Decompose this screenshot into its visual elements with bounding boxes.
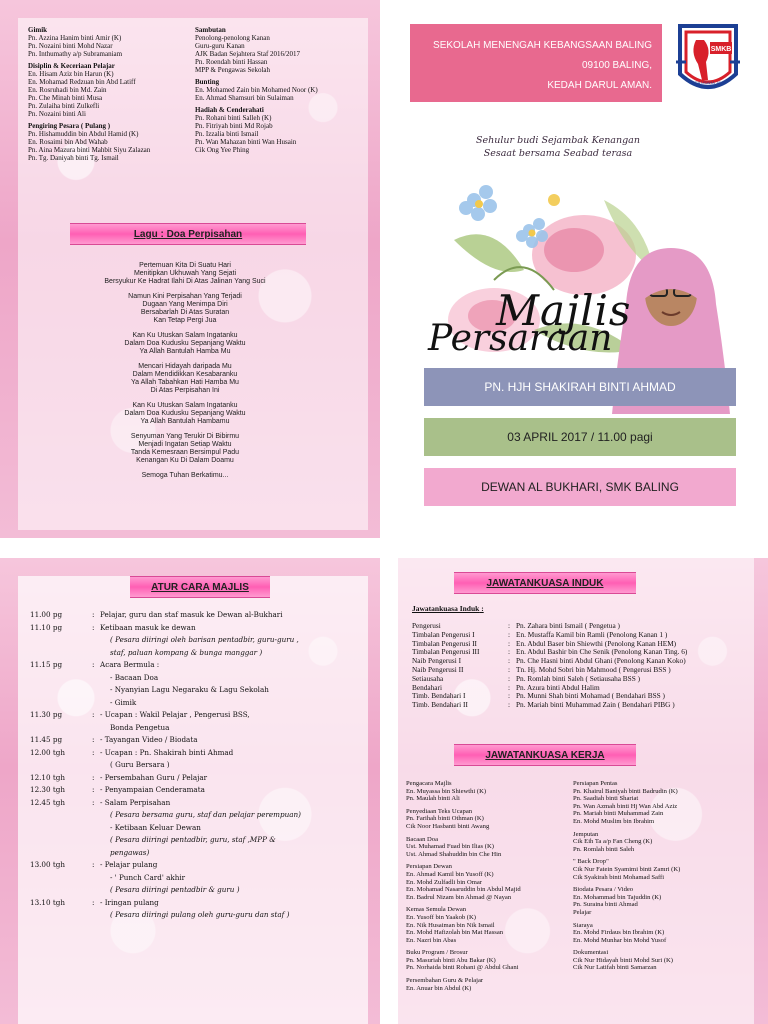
programme-row: [30, 748, 370, 761]
programme-item: ( Guru Bersara ): [110, 760, 170, 769]
committee-member: Pn. Romlah binti Saleh: [573, 845, 635, 853]
committee-heading: Bunting: [195, 78, 220, 86]
induk-committee-list: [412, 622, 752, 710]
committee-member: Cik Eih Ta a/p Fan Cheng (K): [573, 838, 653, 846]
induk-name: Pn. Romlah binti Saleh ( Setiausaha BSS ): [516, 673, 641, 683]
programme-item: Acara Bermula :: [100, 660, 160, 669]
committee-member: Pn. Norhaida binti Rohani @ Abdul Ghani: [406, 964, 519, 972]
song-line: Ya Allah Bantulah Hambamu: [140, 418, 230, 425]
committee-columns: [28, 26, 363, 206]
programme-item: - Pelajar pulang: [100, 860, 158, 869]
committee-heading: Gimik: [28, 26, 48, 34]
committee-member: En. Mohd Muslim bin Ibrahim: [573, 817, 655, 825]
committee-heading: Buku Program / Brosur: [406, 949, 468, 957]
committee-member: Pn. Inthumathy a/p Subramaniam: [28, 50, 123, 58]
programme-item: - Persembahan Guru / Pelajar: [100, 772, 208, 782]
programme-colon: :: [92, 660, 95, 669]
song-line: Kan Ku Utuskan Salam Ingatanku: [132, 332, 238, 339]
programme-time: 12.10 tgh: [30, 772, 65, 782]
committee-member: En. Rosruhadi bin Md. Zain: [28, 86, 107, 94]
programme-row: [30, 635, 370, 648]
script-line: Sesaat bersama Seabad terasa: [483, 148, 633, 159]
committee-member: AJK Badan Sejahtera Staf 2016/2017: [195, 50, 300, 58]
committee-col-left: [28, 26, 150, 162]
song-lyrics: [40, 262, 330, 487]
programme-colon: :: [92, 797, 95, 807]
committee-panel: [398, 558, 768, 1024]
song-stanza: [40, 293, 330, 325]
induk-row: [412, 701, 752, 710]
song-line: Kan Tetap Pergi Jua: [153, 317, 217, 324]
committee-member: Ust. Ahmad Shahuddin bin Che Hin: [406, 850, 502, 858]
song-stanza: [40, 433, 330, 465]
committee-member: MPP & Pengawas Sekolah: [195, 66, 270, 74]
committee-member: Ust. Muhamad Fuad bin Ilias (K): [406, 843, 494, 851]
committee-member: Pn. Suraina binti Ahmad: [573, 901, 638, 909]
programme-row: [30, 610, 370, 623]
committee-member: En. Ahmad Shamsuri bin Sulaiman: [195, 94, 294, 102]
induk-title-bar: [454, 572, 636, 594]
programme-row: [30, 823, 370, 836]
cover-script-lines: [438, 134, 678, 160]
induk-name: En. Mustaffa Kamil bin Ramli (Penolong Kanan 1 ): [516, 629, 668, 639]
song-stanza: [40, 402, 330, 426]
programme-row: [30, 848, 370, 861]
induk-colon: :: [508, 621, 511, 630]
committee-heading: Siaraya: [573, 921, 593, 929]
kerja-col-left: [406, 780, 521, 992]
programme-item: - Iringan pulang: [100, 897, 159, 907]
school-line: SEKOLAH MENENGAH KEBANGSAAN BALING: [433, 40, 652, 51]
programme-row: [30, 898, 370, 911]
programme-item: - Ketibaan Keluar Dewan: [110, 822, 201, 832]
kerja-title-bar: [454, 744, 636, 766]
song-line: Namun Kini Perpisahan Yang Terjadi: [128, 293, 242, 300]
song-line: Menitipkan Ukhuwah Yang Sejati: [133, 270, 237, 277]
committee-member: Pn. Roendah binti Hassan: [195, 58, 268, 66]
induk-role: Setiausaha: [412, 673, 444, 683]
committee-member: Penolong-penolong Kanan: [195, 34, 270, 42]
kerja-col-right: [573, 780, 680, 972]
programme-row: [30, 798, 370, 811]
song-line: Bersyukur Ke Hadrat Ilahi Di Atas Jalinan Yang Suci: [104, 278, 266, 285]
song-line: Dalam Doa Kudusku Sepanjang Waktu: [124, 340, 246, 347]
committee-member: En. Badrul Nizam bin Ahmad @ Nayan: [406, 893, 512, 901]
induk-colon: :: [508, 682, 511, 692]
committee-col-right: [195, 26, 318, 154]
committee-member: Pn. Masuriah binti Abu Bakar (K): [406, 956, 496, 964]
induk-role: Timbalan Pengerusi I: [412, 629, 475, 639]
programme-panel: [0, 558, 380, 1024]
committee-member: Cik Nur Fatein Syamimi binti Zamri (K): [573, 865, 681, 873]
induk-role: Timbalan Pengerusi III: [412, 647, 480, 657]
programme-item: ( Pesara diiringi oleh barisan pentadbir, guru-guru ,: [110, 635, 299, 644]
song-line: Menjadi Ingatan Setiap Waktu: [138, 441, 232, 448]
committee-member: En. Mohd Munhar bin Mohd Yusof: [573, 936, 667, 944]
programme-row: [30, 648, 370, 661]
induk-name: En. Abdul Bashir bin Che Senik (Penolong Kanan Ting. 6): [516, 647, 688, 657]
induk-colon: :: [508, 656, 511, 666]
committee-member: En. Mohd Hafizolah bin Mat Hassan: [406, 929, 504, 937]
programme-item: staf, paluan kompang & bunga manggar ): [110, 647, 263, 657]
committee-member: Pn. Wan Mahazan binti Wan Husain: [195, 138, 297, 146]
programme-row: [30, 760, 370, 773]
induk-colon: :: [508, 673, 511, 683]
committee-member: Pn. Farihah binti Othman (K): [406, 815, 484, 823]
programme-time: 11.45 pg: [30, 735, 63, 744]
committee-member: Pn. Nozaini binti Mohd Nazar: [28, 42, 113, 50]
programme-row: [30, 785, 370, 798]
programme-colon: :: [92, 860, 95, 869]
song-line: Mencari Hidayah daripada Mu: [138, 363, 232, 370]
committee-member: Pn. Wan Azmah binti Hj Wan Abd Aziz: [573, 802, 678, 810]
song-title-bar: [70, 223, 306, 245]
programme-time: 13.10 tgh: [30, 897, 65, 907]
school-line: KEDAH DARUL AMAN.: [547, 80, 652, 91]
committee-heading: Kemas Semula Dewan: [406, 906, 467, 914]
committee-heading: Persiapan Dewan: [406, 863, 452, 871]
committee-member: Pn. Maulah binti Ali: [406, 795, 460, 803]
committee-member: Cik Noor Hasbanti binti Awang: [406, 822, 490, 830]
programme-item: - ' Punch Card' akhir: [110, 872, 186, 882]
committee-member: En. Mohammad bin Tajuddin (K): [573, 893, 662, 901]
programme-item: - Salam Perpisahan: [100, 797, 171, 807]
committee-member: Pn. Azzina Hanim binti Amir (K): [28, 34, 122, 42]
induk-colon: :: [508, 691, 511, 701]
programme-time: 11.10 pg: [30, 622, 63, 632]
induk-name: Pn. Zahara binti Ismail ( Pengetua ): [516, 621, 620, 630]
induk-colon: :: [508, 629, 511, 639]
committee-heading: Disiplin & Keceriaan Pelajar: [28, 62, 115, 70]
committee-member: En. Yusoff bin Yaakob (K): [406, 913, 476, 921]
programme-item: Pelajar, guru dan staf masuk ke Dewan al-Bukhari: [100, 610, 283, 619]
song-stanza: [40, 332, 330, 356]
programme-item: - Bacaan Doa: [110, 672, 159, 682]
committee-member: En. Nik Husaiman bin Nik Ismail: [406, 921, 495, 929]
programme-schedule: [30, 610, 370, 923]
programme-item: ( Pesara diiringi pulang oleh guru-guru dan staf ): [110, 910, 290, 919]
programme-row: [30, 910, 370, 923]
logo-motto: DIRA USAHA JAYA: [690, 80, 726, 85]
programme-row: [30, 835, 370, 848]
programme-item: ( Pesara bersama guru, staf dan pelajar perempuan): [110, 810, 301, 819]
committee-member: Pn. Hishamuddin bin Abdul Hamid (K): [28, 130, 139, 138]
committee-member: Pn. Aina Mazura binti Mahbit Siyu Zalazan: [28, 146, 151, 154]
committee-member: En. Nazri bin Abas: [406, 936, 457, 944]
song-stanza: [40, 262, 330, 286]
induk-colon: :: [508, 664, 511, 674]
committee-member: Cik Ong Yee Phing: [195, 146, 250, 154]
song-line: Kan Ku Utuskan Salam Ingatanku: [132, 402, 238, 409]
retiree-name-band: PN. HJH SHAKIRAH BINTI AHMAD: [424, 368, 736, 406]
programme-item: ( Pesara diiringi pentadbir, guru, staf ,MPP &: [110, 835, 276, 844]
committee-member: Cik Nur Hidayah binti Mohd Suri (K): [573, 956, 673, 964]
programme-item: pengawas): [110, 847, 150, 857]
programme-colon: :: [92, 747, 95, 757]
programme-colon: :: [92, 785, 95, 794]
programme-colon: :: [92, 897, 95, 907]
programme-item: - Ucapan : Wakil Pelajar , Pengerusi BSS,: [100, 710, 250, 719]
committee-heading: Jemputan: [573, 830, 599, 838]
induk-name: Pn. Azura binti Abdul Halim: [516, 682, 600, 692]
induk-name: Pn. Che Hasni binti Abdul Ghani (Penolong Kanan Koko): [516, 656, 686, 666]
committee-member: En. Anuar bin Abdul (K): [406, 984, 472, 992]
programme-row: [30, 660, 370, 673]
persaraan-heading: Persaraan: [428, 318, 613, 359]
committee-member: En. Mohamed Zain bin Mohamed Noor (K): [195, 86, 318, 94]
committee-member: En. Muyassa bin Shiewthi (K): [406, 787, 487, 795]
programme-item: Bonda Pengetua: [110, 722, 170, 732]
school-address-box: [410, 24, 662, 102]
song-stanza: [40, 363, 330, 395]
committee-heading: Penyediaan Teks Ucapan: [406, 807, 473, 815]
date-band: 03 APRIL 2017 / 11.00 pagi: [424, 418, 736, 456]
committee-heading: Bacaan Doa: [406, 835, 439, 843]
programme-item: - Ucapan : Pn. Shakirah binti Ahmad: [100, 747, 234, 757]
kerja-title: JAWATANKUASA KERJA: [485, 750, 605, 761]
programme-colon: :: [92, 735, 95, 744]
song-line: Tanda Kemesraan Bersimpul Padu: [130, 449, 240, 456]
committee-member: Cik Syakirah binti Mohamad Saffi: [573, 873, 665, 881]
committee-member: Pn. Nozaini binti Ali: [28, 110, 86, 118]
induk-role: Timbalan Pengerusi II: [412, 638, 477, 648]
committee-member: Pn. Che Minah binti Musa: [28, 94, 103, 102]
song-line: Ya Allah Bantulah Hamba Mu: [139, 348, 231, 355]
induk-colon: :: [508, 700, 511, 710]
programme-row: [30, 773, 370, 786]
programme-row: [30, 623, 370, 636]
induk-name: Pn. Mariah binti Muhammad Zain ( Bendahari PIBG ): [516, 700, 675, 710]
programme-colon: :: [92, 772, 95, 782]
song-stanza: [40, 472, 330, 480]
induk-role: Pengerusi: [412, 621, 441, 630]
programme-row: [30, 673, 370, 686]
committee-heading: Persiapan Pentas: [573, 780, 618, 787]
programme-item: - Gimik: [110, 697, 137, 707]
programme-row: [30, 710, 370, 723]
committee-song-panel: [0, 0, 380, 538]
committee-member: Pn. Saadiah binti Shariat: [573, 795, 639, 803]
programme-row: [30, 735, 370, 748]
programme-row: [30, 873, 370, 886]
induk-colon: :: [508, 647, 511, 657]
committee-member: Pn. Fitriyah binti Md Rojab: [195, 122, 273, 130]
programme-title-bar: [130, 576, 270, 598]
induk-role: Timb. Bendahari I: [412, 691, 466, 701]
induk-title: JAWATANKUASA INDUK: [486, 578, 604, 589]
committee-member: Pn. Tg. Daniyah binti Tg. Ismail: [28, 154, 119, 162]
committee-heading: " Back Drop": [573, 858, 609, 866]
programme-row: [30, 810, 370, 823]
committee-member: En. Mohd Zulfadli bin Omar: [406, 878, 482, 886]
song-line: Dalam Doa Kudusku Sepanjang Waktu: [124, 410, 246, 417]
induk-colon: :: [508, 638, 511, 648]
song-line: Ya Allah Tabahkan Hati Hamba Mu: [131, 379, 239, 386]
programme-item: - Nyanyian Lagu Negaraku & Lagu Sekolah: [110, 685, 269, 694]
programme-row: [30, 860, 370, 873]
programme-colon: :: [92, 710, 95, 719]
song-line: Dalam Mendidikkan Kesabaranku: [132, 371, 238, 378]
induk-subtitle: Jawatankuasa Induk :: [412, 604, 484, 613]
induk-role: Bendahari: [412, 682, 442, 692]
programme-item: - Tayangan Video / Biodata: [100, 735, 198, 744]
programme-item: Ketibaan masuk ke dewan: [100, 622, 196, 632]
committee-member: Pn. Khairul Baniyah binti Badrudin (K): [573, 787, 678, 795]
committee-member: En. Mohamad Nasaruddin bin Abdul Majid: [406, 886, 521, 894]
song-line: Kenangan Ku Di Dalam Doamu: [136, 457, 234, 464]
induk-role: Timb. Bendahari II: [412, 700, 468, 710]
committee-member: Pn. Izzalia binti Ismail: [195, 130, 259, 138]
induk-name: Tn. Hj. Mohd Sobri bin Mahmood ( Pengerusi BSS ): [516, 664, 671, 674]
induk-name: En. Abdul Baser bin Shiewthi (Penolong Kanan HEM): [516, 638, 677, 648]
programme-time: 11.00 pg: [30, 610, 63, 619]
committee-member: En. Rosaimi bin Abd Wahab: [28, 138, 108, 146]
programme-time: 12.00 tgh: [30, 747, 65, 757]
school-logo: [676, 22, 740, 102]
song-line: Semoga Tuhan Berkatimu...: [141, 472, 229, 479]
committee-heading: Biodata Pesara / Video: [573, 886, 634, 894]
logo-text: SMKB: [710, 46, 732, 53]
song-line: Di Atas Perpisahan Ini: [150, 387, 220, 394]
committee-member: Cik Nur Latifah binti Samarzan: [573, 964, 657, 972]
programme-row: [30, 885, 370, 898]
script-line: Sehulur budi Sejambak Kenangan: [476, 135, 640, 146]
song-line: Pertemuan Kita Di Suatu Hari: [139, 262, 231, 269]
majlis-heading: Majlis: [496, 286, 632, 335]
committee-member: Pelajar: [573, 908, 592, 916]
programme-time: 11.30 pg: [30, 710, 63, 719]
song-line: Bersabarlah Di Atas Suratan: [140, 309, 230, 316]
committee-heading: Persembahan Guru & Pelajar: [406, 977, 484, 985]
programme-time: 12.30 tgh: [30, 785, 65, 794]
song-line: Senyuman Yang Terukir Di Bibirmu: [130, 433, 240, 440]
programme-time: 11.15 pg: [30, 660, 63, 669]
programme-row: [30, 685, 370, 698]
committee-member: En. Ahmad Kamil bin Yusoff (K): [406, 870, 494, 878]
committee-member: En. Mohd Firdaus bin Ibrahim (K): [573, 929, 665, 937]
cover-panel: [398, 0, 768, 538]
committee-heading: Pengiring Pesara ( Pulang ): [28, 122, 111, 130]
school-line: 09100 BALING,: [581, 60, 652, 71]
programme-item: ( Pesara diiringi pentadbir & guru ): [110, 885, 240, 894]
induk-name: Pn. Munni Shah binti Mohamad ( Bendahari BSS ): [516, 691, 665, 701]
committee-member: Pn. Zulaiha binti Zulkefli: [28, 102, 100, 110]
programme-row: [30, 723, 370, 736]
programme-time: 12.45 tgh: [30, 797, 65, 807]
committee-heading: Pengacara Majlis: [406, 780, 452, 787]
programme-title: ATUR CARA MAJLIS: [151, 582, 249, 593]
programme-row: [30, 698, 370, 711]
committee-heading: Sambutan: [195, 26, 226, 34]
venue-band: DEWAN AL BUKHARI, SMK BALING: [424, 468, 736, 506]
programme-time: 13.00 tgh: [30, 860, 65, 869]
committee-member: En. Mohamad Redzuan bin Abd Latiff: [28, 78, 136, 86]
programme-item: - Penyampaian Cenderamata: [100, 785, 205, 794]
programme-colon: :: [92, 610, 95, 619]
induk-role: Naib Pengerusi I: [412, 656, 462, 666]
programme-colon: :: [92, 622, 95, 632]
committee-heading: Dokumentasi: [573, 949, 609, 957]
committee-member: Guru-guru Kanan: [195, 42, 245, 50]
committee-member: Pn. Mariah binti Muhammad Zain: [573, 810, 664, 818]
induk-role: Naib Pengerusi II: [412, 664, 464, 674]
committee-member: En. Hisam Aziz bin Harun (K): [28, 70, 114, 78]
song-line: Dugaan Yang Menimpa Diri: [142, 301, 228, 308]
committee-heading: Hadiah & Cenderahati: [195, 106, 264, 114]
committee-member: Pn. Rohani binti Salleh (K): [195, 114, 272, 122]
song-title: Lagu : Doa Perpisahan: [133, 229, 243, 240]
